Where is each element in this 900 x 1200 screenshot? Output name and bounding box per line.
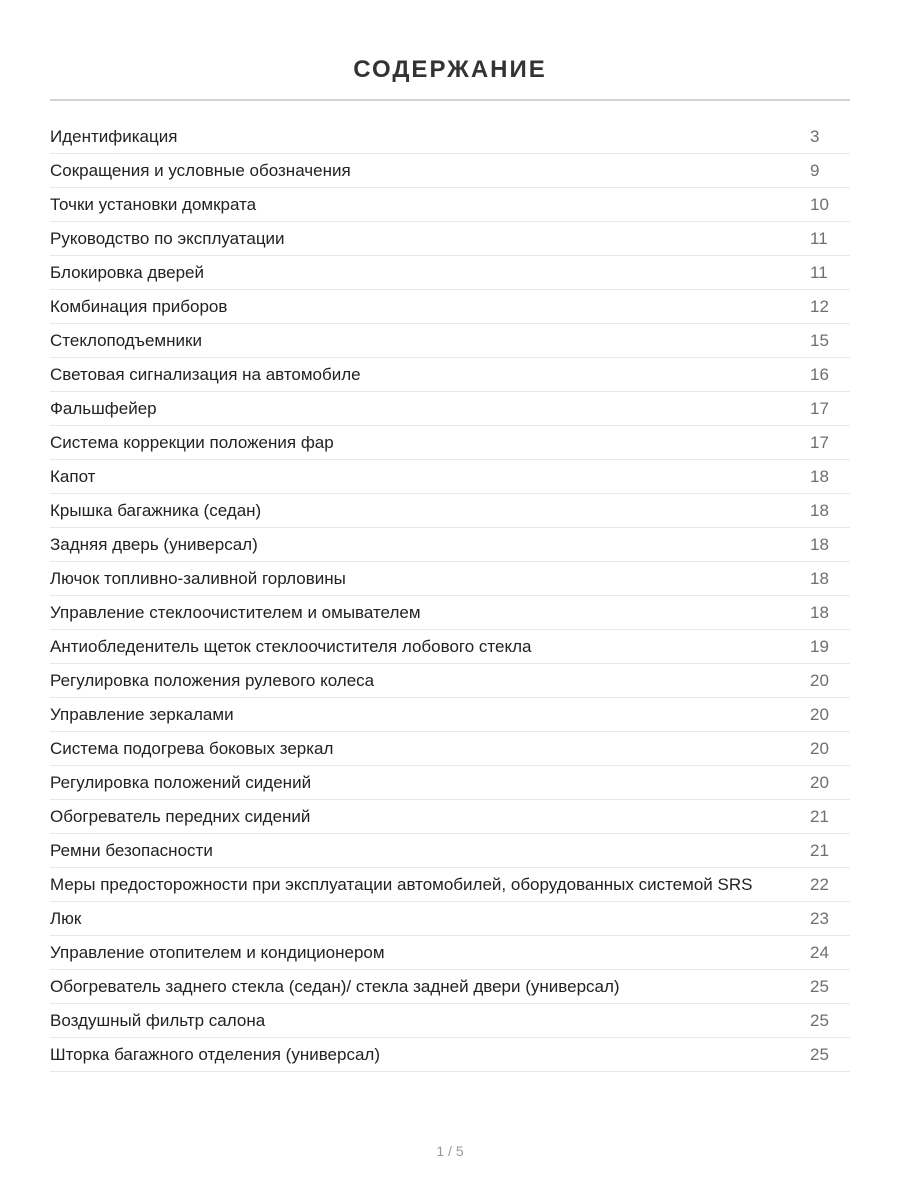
- toc-entry[interactable]: [50, 732, 850, 766]
- toc-entry[interactable]: [50, 698, 850, 732]
- toc-entry[interactable]: [50, 834, 850, 868]
- toc-entry-title: Фальшфейер: [50, 398, 157, 418]
- toc-entry[interactable]: [50, 902, 850, 936]
- title-divider: [50, 99, 850, 101]
- toc-entry-page-number: 18: [810, 568, 829, 588]
- toc-entry[interactable]: [50, 664, 850, 698]
- toc-entry[interactable]: [50, 222, 850, 256]
- toc-entry-title: Управление стеклоочистителем и омывателем: [50, 602, 421, 622]
- toc-entry-page-number: 18: [810, 534, 829, 554]
- toc-entry[interactable]: [50, 1004, 850, 1038]
- toc-entry[interactable]: [50, 460, 850, 494]
- toc-entry-title: Сокращения и условные обозначения: [50, 160, 351, 180]
- toc-entry-title: Руководство по эксплуатации: [50, 228, 285, 248]
- toc-entry-page-number: 10: [810, 194, 829, 214]
- toc-entry-title: Управление зеркалами: [50, 704, 234, 724]
- toc-entry-title: Управление отопителем и кондиционером: [50, 942, 385, 962]
- toc-entry-page-number: 20: [810, 772, 829, 792]
- toc-entry-page-number: 17: [810, 432, 829, 452]
- toc-entry-page-number: 19: [810, 636, 829, 656]
- toc-entry[interactable]: [50, 936, 850, 970]
- toc-entry[interactable]: [50, 766, 850, 800]
- toc-entry-title: Комбинация приборов: [50, 296, 228, 316]
- toc-entry[interactable]: [50, 426, 850, 460]
- toc-entry-title: Световая сигнализация на автомобиле: [50, 364, 361, 384]
- toc-entry-title: Система подогрева боковых зеркал: [50, 738, 334, 758]
- toc-entry-page-number: 23: [810, 908, 829, 928]
- toc-entry-title: Люк: [50, 908, 82, 928]
- toc-entry-page-number: 18: [810, 602, 829, 622]
- page-indicator: 1 / 5: [436, 1143, 464, 1159]
- toc-entry-page-number: 25: [810, 1010, 829, 1030]
- toc-entry-page-number: 12: [810, 296, 829, 316]
- toc-entry-page-number: 25: [810, 976, 829, 996]
- toc-entry[interactable]: [50, 188, 850, 222]
- toc-entry-page-number: 21: [810, 840, 829, 860]
- toc-entry-title: Обогреватель заднего стекла (седан)/ стекла задней двери (универсал): [50, 976, 620, 996]
- toc-entry-page-number: 9: [810, 160, 820, 180]
- toc-entry[interactable]: [50, 494, 850, 528]
- toc-entry[interactable]: [50, 1038, 850, 1072]
- toc-entry-title: Крышка багажника (седан): [50, 500, 262, 520]
- toc-entry[interactable]: [50, 120, 850, 154]
- toc-entry[interactable]: [50, 800, 850, 834]
- toc-entry[interactable]: [50, 256, 850, 290]
- toc-entry-title: Обогреватель передних сидений: [50, 806, 311, 826]
- toc-entry[interactable]: [50, 868, 850, 902]
- toc-entry[interactable]: [50, 154, 850, 188]
- toc-entry-title: Стеклоподъемники: [50, 330, 202, 350]
- toc-entry-title: Шторка багажного отделения (универсал): [50, 1044, 381, 1064]
- toc-entry-page-number: 11: [810, 228, 828, 248]
- toc-entry-page-number: 3: [810, 126, 820, 146]
- toc-entry-page-number: 15: [810, 330, 829, 350]
- toc-entry-page-number: 17: [810, 398, 829, 418]
- toc-entry-title: Лючок топливно-заливной горловины: [50, 568, 346, 588]
- toc-entry[interactable]: [50, 596, 850, 630]
- toc-entry-page-number: 11: [810, 262, 828, 282]
- toc-entry[interactable]: [50, 290, 850, 324]
- toc-entry[interactable]: [50, 528, 850, 562]
- toc-entry-title: Воздушный фильтр салона: [50, 1010, 266, 1030]
- toc-entry[interactable]: [50, 392, 850, 426]
- toc-entry-page-number: 16: [810, 364, 829, 384]
- toc-entry-title: Регулировка положений сидений: [50, 772, 312, 792]
- toc-entry[interactable]: [50, 324, 850, 358]
- toc-entry-title: Ремни безопасности: [50, 840, 213, 860]
- toc-entry-page-number: 22: [810, 874, 829, 894]
- toc-entry-title: Капот: [50, 466, 96, 486]
- toc-entry-title: Система коррекции положения фар: [50, 432, 334, 452]
- toc-entry-page-number: 20: [810, 670, 829, 690]
- toc-entry-title: Идентификация: [50, 126, 178, 146]
- toc-entry-title: Меры предосторожности при эксплуатации автомобилей, оборудованных системой SRS: [50, 874, 753, 894]
- page-title: СОДЕРЖАНИЕ: [353, 56, 547, 84]
- toc-entry[interactable]: [50, 358, 850, 392]
- toc-entry-page-number: 18: [810, 466, 829, 486]
- toc-entry-title: Блокировка дверей: [50, 262, 205, 282]
- table-of-contents: [50, 120, 850, 1072]
- toc-entry-page-number: 24: [810, 942, 829, 962]
- toc-entry-title: Регулировка положения рулевого колеса: [50, 670, 375, 690]
- toc-entry[interactable]: [50, 970, 850, 1004]
- toc-entry[interactable]: [50, 562, 850, 596]
- toc-entry-title: Задняя дверь (универсал): [50, 534, 258, 554]
- toc-entry-page-number: 20: [810, 738, 829, 758]
- toc-entry-title: Точки установки домкрата: [50, 194, 257, 214]
- toc-entry-title: Антиобледенитель щеток стеклоочистителя лобового стекла: [50, 636, 532, 656]
- toc-entry[interactable]: [50, 630, 850, 664]
- toc-entry-page-number: 20: [810, 704, 829, 724]
- toc-entry-page-number: 18: [810, 500, 829, 520]
- toc-entry-page-number: 21: [810, 806, 829, 826]
- toc-entry-page-number: 25: [810, 1044, 829, 1064]
